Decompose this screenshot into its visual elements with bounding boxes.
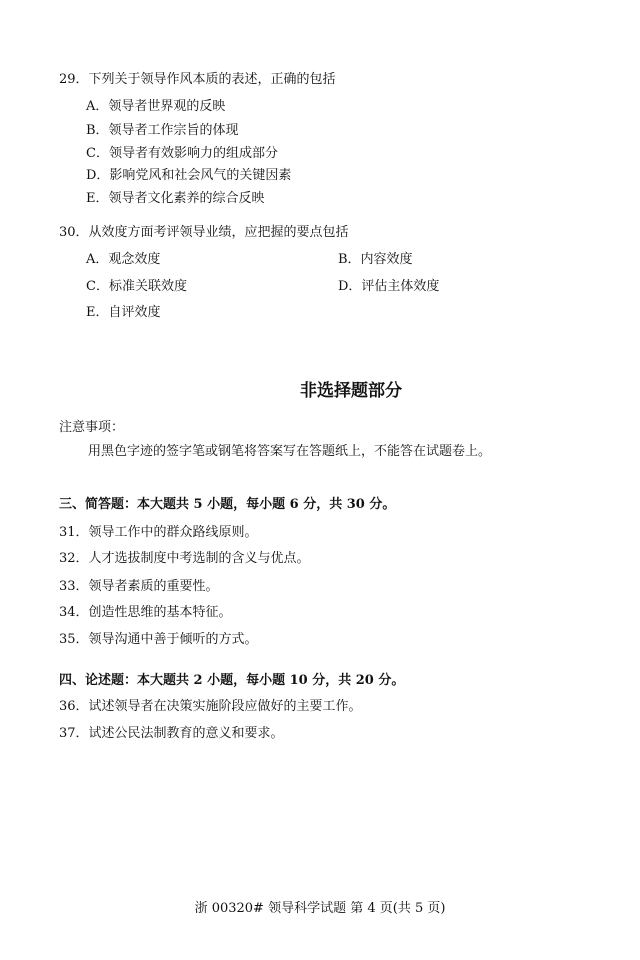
question-30-option-a: A．观念效度 <box>86 252 161 267</box>
question-35: 35．领导沟通中善于倾听的方式。 <box>59 632 258 647</box>
question-30-option-d: D．评估主体效度 <box>338 279 440 294</box>
question-33: 33．领导者素质的重要性。 <box>59 579 219 594</box>
notice-label: 注意事项： <box>59 420 125 435</box>
question-29-option-a: A．领导者世界观的反映 <box>86 99 226 114</box>
page-footer: 浙 00320# 领导科学试题 第 4 页(共 5 页) <box>194 901 446 916</box>
question-29-option-b: B．领导者工作宗旨的体现 <box>86 123 239 138</box>
notice-text: 用黑色字迹的签字笔或钢笔将答案写在答题纸上，不能答在试题卷上。 <box>88 444 492 459</box>
section-3-header: 三、简答题：本大题共 5 小题，每小题 6 分，共 30 分。 <box>59 497 396 512</box>
question-30-option-b: B．内容效度 <box>338 252 413 267</box>
question-29-stem: 29．下列关于领导作风本质的表述，正确的包括 <box>59 72 336 87</box>
question-29-option-e: E．领导者文化素养的综合反映 <box>86 191 265 206</box>
question-30-stem: 30．从效度方面考评领导业绩，应把握的要点包括 <box>59 225 349 240</box>
question-37: 37．试述公民法制教育的意义和要求。 <box>59 726 284 741</box>
question-29-option-d: D．影响党风和社会风气的关键因素 <box>86 168 292 183</box>
non-choice-section-title: 非选择题部分 <box>300 381 402 401</box>
question-30-option-c: C．标准关联效度 <box>86 279 187 294</box>
question-30-option-e: E．自评效度 <box>86 305 161 320</box>
question-29-option-c: C．领导者有效影响力的组成部分 <box>86 146 278 161</box>
question-32: 32．人才选拔制度中考选制的含义与优点。 <box>59 551 310 566</box>
section-4-header: 四、论述题：本大题共 2 小题，每小题 10 分，共 20 分。 <box>59 673 405 688</box>
question-36: 36．试述领导者在决策实施阶段应做好的主要工作。 <box>59 699 362 714</box>
question-34: 34．创造性思维的基本特征。 <box>59 605 232 620</box>
question-31: 31．领导工作中的群众路线原则。 <box>59 525 258 540</box>
